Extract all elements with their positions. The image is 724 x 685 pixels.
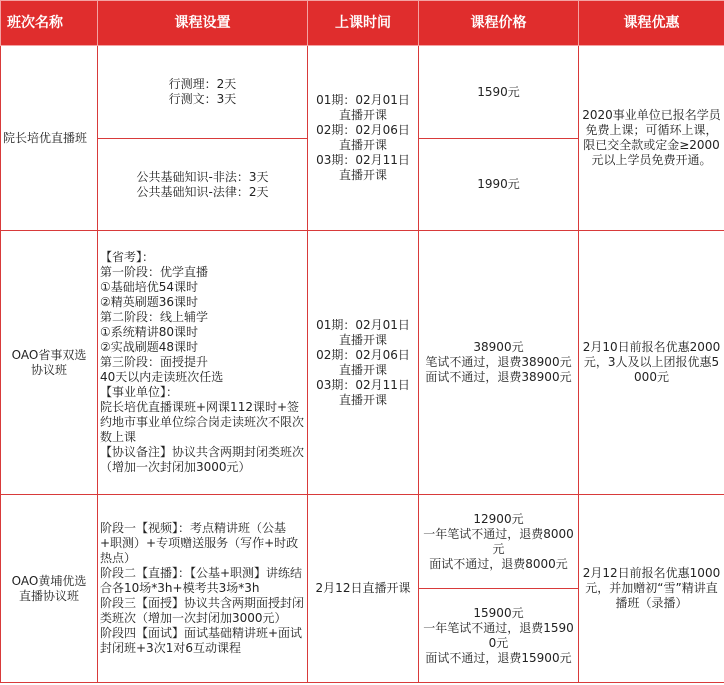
schedule-line: 01期：02月01日 (316, 317, 410, 332)
course-cell (98, 231, 308, 495)
course-line: 阶段二【直播】：【公基+职测】讲练结合各10场*3h+模考共3场*3h (100, 566, 303, 595)
schedule-line: 2月12日直播开课 (315, 581, 411, 595)
header-course-setup: 课程设置 (98, 1, 308, 46)
course-line: 公共基础知识-法律：2天 (136, 184, 269, 199)
discount-cell (579, 495, 724, 683)
price-line: 笔试不通过，退费38900元 (425, 355, 572, 369)
schedule-line: 直播开课 (338, 168, 387, 182)
course-line: 【协议备注】协议共含两期封闭类班次（增加一次封闭加3000元） (100, 445, 305, 474)
schedule-line: 02期：02月06日 (316, 347, 410, 362)
price-value: 12900元 (473, 511, 524, 526)
price-cell (419, 139, 579, 231)
price-line: 一年笔试不通过，退费15900元 (423, 620, 574, 650)
schedule-line: 01期：02月01日 (316, 93, 410, 107)
class-name-cell (1, 495, 98, 683)
discount-text: 2月12日前报名优惠1000元，并加赠初“雪”精讲直播班（录播） (582, 566, 721, 610)
schedule-cell (308, 231, 419, 495)
course-line: 行测理：2天 (168, 77, 237, 91)
price-cell (419, 495, 579, 589)
table-row (1, 231, 724, 495)
schedule-line: 03期：02月11日 (316, 153, 410, 167)
class-name-line: OAO省事双选 (11, 347, 87, 362)
course-cell (98, 139, 308, 231)
header-course-price: 课程价格 (419, 1, 579, 46)
course-line: 第二阶段：线上辅学 (100, 310, 209, 324)
course-line: 40天以内走读班次任选 (100, 370, 224, 384)
schedule-line: 直播开课 (338, 332, 387, 347)
price-value: 38900元 (473, 340, 524, 354)
schedule-line: 直播开课 (338, 392, 387, 407)
class-name-cell (1, 46, 98, 231)
price-value: 1590元 (477, 84, 520, 99)
course-line: 阶段三【面授】协议共含两期面授封闭类班次（增加一次封闭加3000元） (100, 596, 305, 625)
schedule-line: 直播开课 (338, 362, 387, 377)
price-line: 面试不通过，退费38900元 (425, 370, 572, 384)
course-line: 公共基础知识-非法：3天 (136, 169, 269, 184)
course-line: ②实战刷题48课时 (100, 340, 199, 354)
course-line: 阶段一【视频】：考点精讲班（公基+职测）+专项赠送服务（写作+时政热点） (100, 521, 299, 565)
class-name-line: OAO黄埔优选 (11, 573, 87, 588)
header-class-name: 班次名称 (1, 1, 98, 46)
schedule-cell (308, 495, 419, 683)
schedule-line: 03期：02月11日 (316, 377, 410, 392)
price-line: 一年笔试不通过，退费8000元 (423, 526, 574, 556)
table-row (1, 495, 724, 589)
table-row (1, 46, 724, 139)
discount-cell (579, 231, 724, 495)
schedule-line: 直播开课 (338, 138, 387, 152)
course-line: 第一阶段：优学直播 (100, 265, 209, 279)
schedule-line: 直播开课 (338, 108, 387, 122)
price-line: 面试不通过，退费15900元 (425, 650, 572, 665)
class-name-line: 协议班 (30, 362, 67, 377)
course-line: 第三阶段：面授提升 (100, 355, 209, 369)
price-line: 面试不通过，退费8000元 (429, 556, 568, 571)
class-name: 院长培优直播班 (3, 130, 88, 145)
course-cell (98, 495, 308, 683)
header-row (1, 1, 724, 46)
schedule-cell (308, 46, 419, 231)
header-class-time: 上课时间 (308, 1, 419, 46)
course-line: ①基础培优54课时 (100, 280, 199, 294)
discount-text: 2月10日前报名优惠2000元，3人及以上团报优惠5000元 (582, 340, 721, 384)
course-line: 行测文：3天 (168, 92, 237, 106)
price-value: 1990元 (477, 177, 520, 191)
discount-cell (579, 46, 724, 231)
course-line: ②精英刷题36课时 (100, 295, 199, 309)
course-line: 阶段四【面试】面试基础精讲班+面试封闭班+3次1对6互动课程 (100, 626, 303, 655)
price-cell (419, 589, 579, 683)
class-name-cell (1, 231, 98, 495)
schedule-line: 02期：02月06日 (316, 123, 410, 137)
course-line: 院长培优直播课班+网课112课时+签约地市事业单位综合岗走读班次不限次数上课 (100, 400, 305, 444)
course-line: ①系统精讲80课时 (100, 325, 199, 339)
course-line: 【省考】： (100, 250, 155, 264)
course-cell (98, 46, 308, 139)
price-value: 15900元 (473, 605, 524, 620)
discount-text: 2020事业单位已报名学员免费上课；可循环上课，限已交全款或定金≥2000元以上学员免费开通。 (582, 108, 721, 167)
price-cell (419, 231, 579, 495)
course-line: 【事业单位】： (100, 385, 179, 399)
price-cell (419, 46, 579, 139)
header-course-discount: 课程优惠 (579, 1, 724, 46)
class-name-line: 直播协议班 (18, 588, 79, 603)
